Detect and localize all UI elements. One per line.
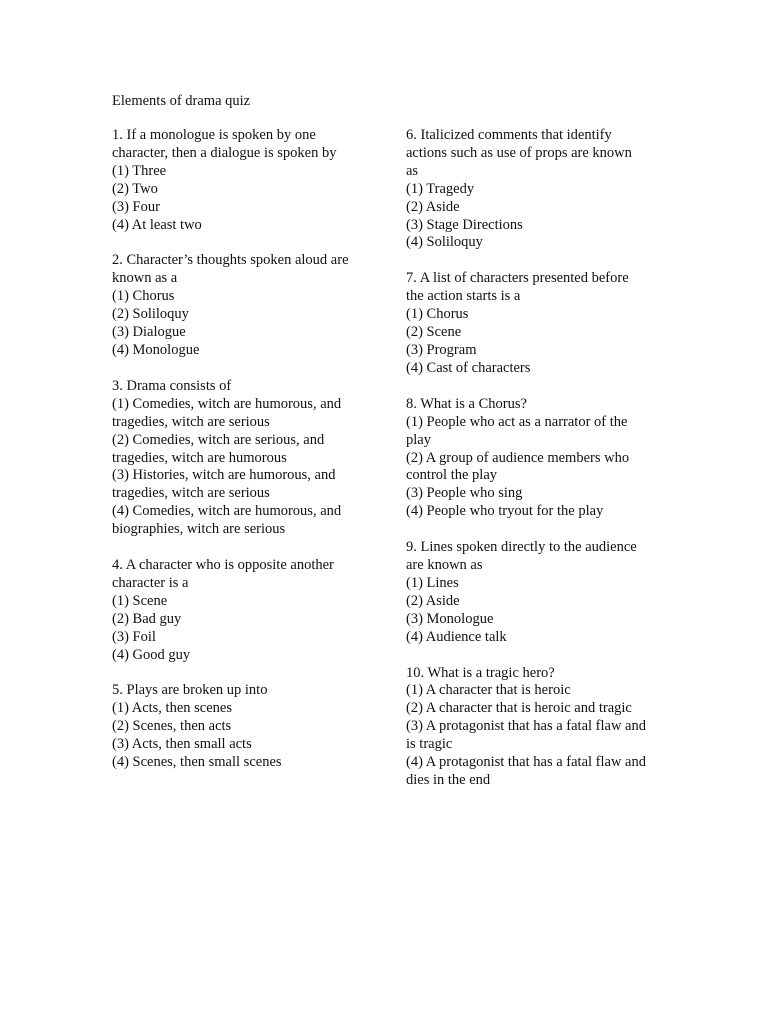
- question-prompt: 2. Character’s thoughts spoken aloud are known as a: [112, 252, 349, 287]
- left-column: [112, 127, 370, 790]
- answer-option: (3) Four: [112, 198, 160, 215]
- question-10: [406, 665, 646, 790]
- question-7: [406, 270, 646, 377]
- question-5: [112, 682, 370, 772]
- answer-option: (1) People who act as a narrator of the play: [406, 413, 628, 448]
- question-4: [112, 557, 370, 664]
- answer-option: (3) Stage Directions: [406, 216, 523, 233]
- answer-option: (2) Scenes, then acts: [112, 718, 232, 735]
- question-prompt: 9. Lines spoken directly to the audience are known as: [406, 539, 637, 574]
- answer-option: (4) Good guy: [112, 646, 191, 663]
- answer-option: (1) Scene: [112, 592, 168, 609]
- question-prompt: 8. What is a Chorus?: [406, 395, 527, 412]
- answer-option: (1) A character that is heroic: [406, 682, 571, 699]
- answer-option: (2) Aside: [406, 592, 460, 609]
- answer-option: (4) A protagonist that has a fatal flaw and dies in the end: [406, 754, 646, 788]
- answer-option: (1) Three: [112, 162, 167, 179]
- question-2: [112, 252, 370, 359]
- answer-option: (2) Soliloquy: [112, 306, 189, 323]
- right-column: [406, 127, 646, 808]
- answer-option: (2) A group of audience members who control the play: [406, 449, 630, 484]
- question-prompt: 10. What is a tragic hero?: [406, 664, 555, 681]
- question-prompt: 1. If a monologue is spoken by one character, then a dialogue is spoken by: [112, 127, 337, 161]
- answer-option: (2) Two: [112, 180, 158, 197]
- question-8: [406, 396, 646, 521]
- answer-option: (1) Chorus: [406, 306, 469, 323]
- answer-option: (4) Monologue: [112, 341, 200, 358]
- answer-option: (4) Scenes, then small scenes: [112, 754, 282, 771]
- question-3: [112, 378, 370, 539]
- question-prompt: 6. Italicized comments that identify actions such as use of props are known as: [406, 127, 632, 179]
- answer-option: (3) Acts, then small acts: [112, 736, 252, 753]
- question-6: [406, 127, 646, 252]
- answer-option: (4) Comedies, witch are humorous, and biographies, witch are serious: [112, 503, 342, 538]
- question-1: [112, 127, 370, 234]
- answer-option: (4) Cast of characters: [406, 359, 531, 376]
- answer-option: (1) Lines: [406, 574, 459, 591]
- answer-option: (1) Acts, then scenes: [112, 700, 232, 717]
- answer-option: (1) Tragedy: [406, 180, 475, 197]
- answer-option: (4) Audience talk: [406, 628, 507, 645]
- question-prompt: 7. A list of characters presented before the action starts is a: [406, 270, 629, 305]
- answer-option: (3) People who sing: [406, 485, 523, 502]
- quiz-title: Elements of drama quiz: [112, 93, 251, 109]
- answer-option: (2) Comedies, witch are serious, and tragedies, witch are humorous: [112, 431, 325, 466]
- answer-option: (3) A protagonist that has a fatal flaw and is tragic: [406, 718, 646, 753]
- answer-option: (3) Histories, witch are humorous, and tragedies, witch are serious: [112, 467, 336, 502]
- answer-option: (2) Bad guy: [112, 610, 182, 627]
- answer-option: (3) Monologue: [406, 610, 494, 627]
- answer-option: (2) Aside: [406, 198, 460, 215]
- question-prompt: 3. Drama consists of: [112, 377, 232, 394]
- question-prompt: 4. A character who is opposite another character is a: [112, 557, 334, 591]
- answer-option: (2) Scene: [406, 324, 462, 341]
- answer-option: (3) Foil: [112, 628, 156, 645]
- answer-option: (4) Soliloquy: [406, 234, 483, 251]
- answer-option: (3) Dialogue: [112, 324, 186, 341]
- answer-option: (1) Chorus: [112, 288, 175, 305]
- answer-option: (4) People who tryout for the play: [406, 503, 604, 520]
- answer-option: (4) At least two: [112, 216, 202, 233]
- question-prompt: 5. Plays are broken up into: [112, 682, 268, 699]
- answer-option: (2) A character that is heroic and tragic: [406, 700, 632, 717]
- answer-option: (1) Comedies, witch are humorous, and tragedies, witch are serious: [112, 395, 342, 430]
- question-9: [406, 539, 646, 646]
- answer-option: (3) Program: [406, 341, 477, 358]
